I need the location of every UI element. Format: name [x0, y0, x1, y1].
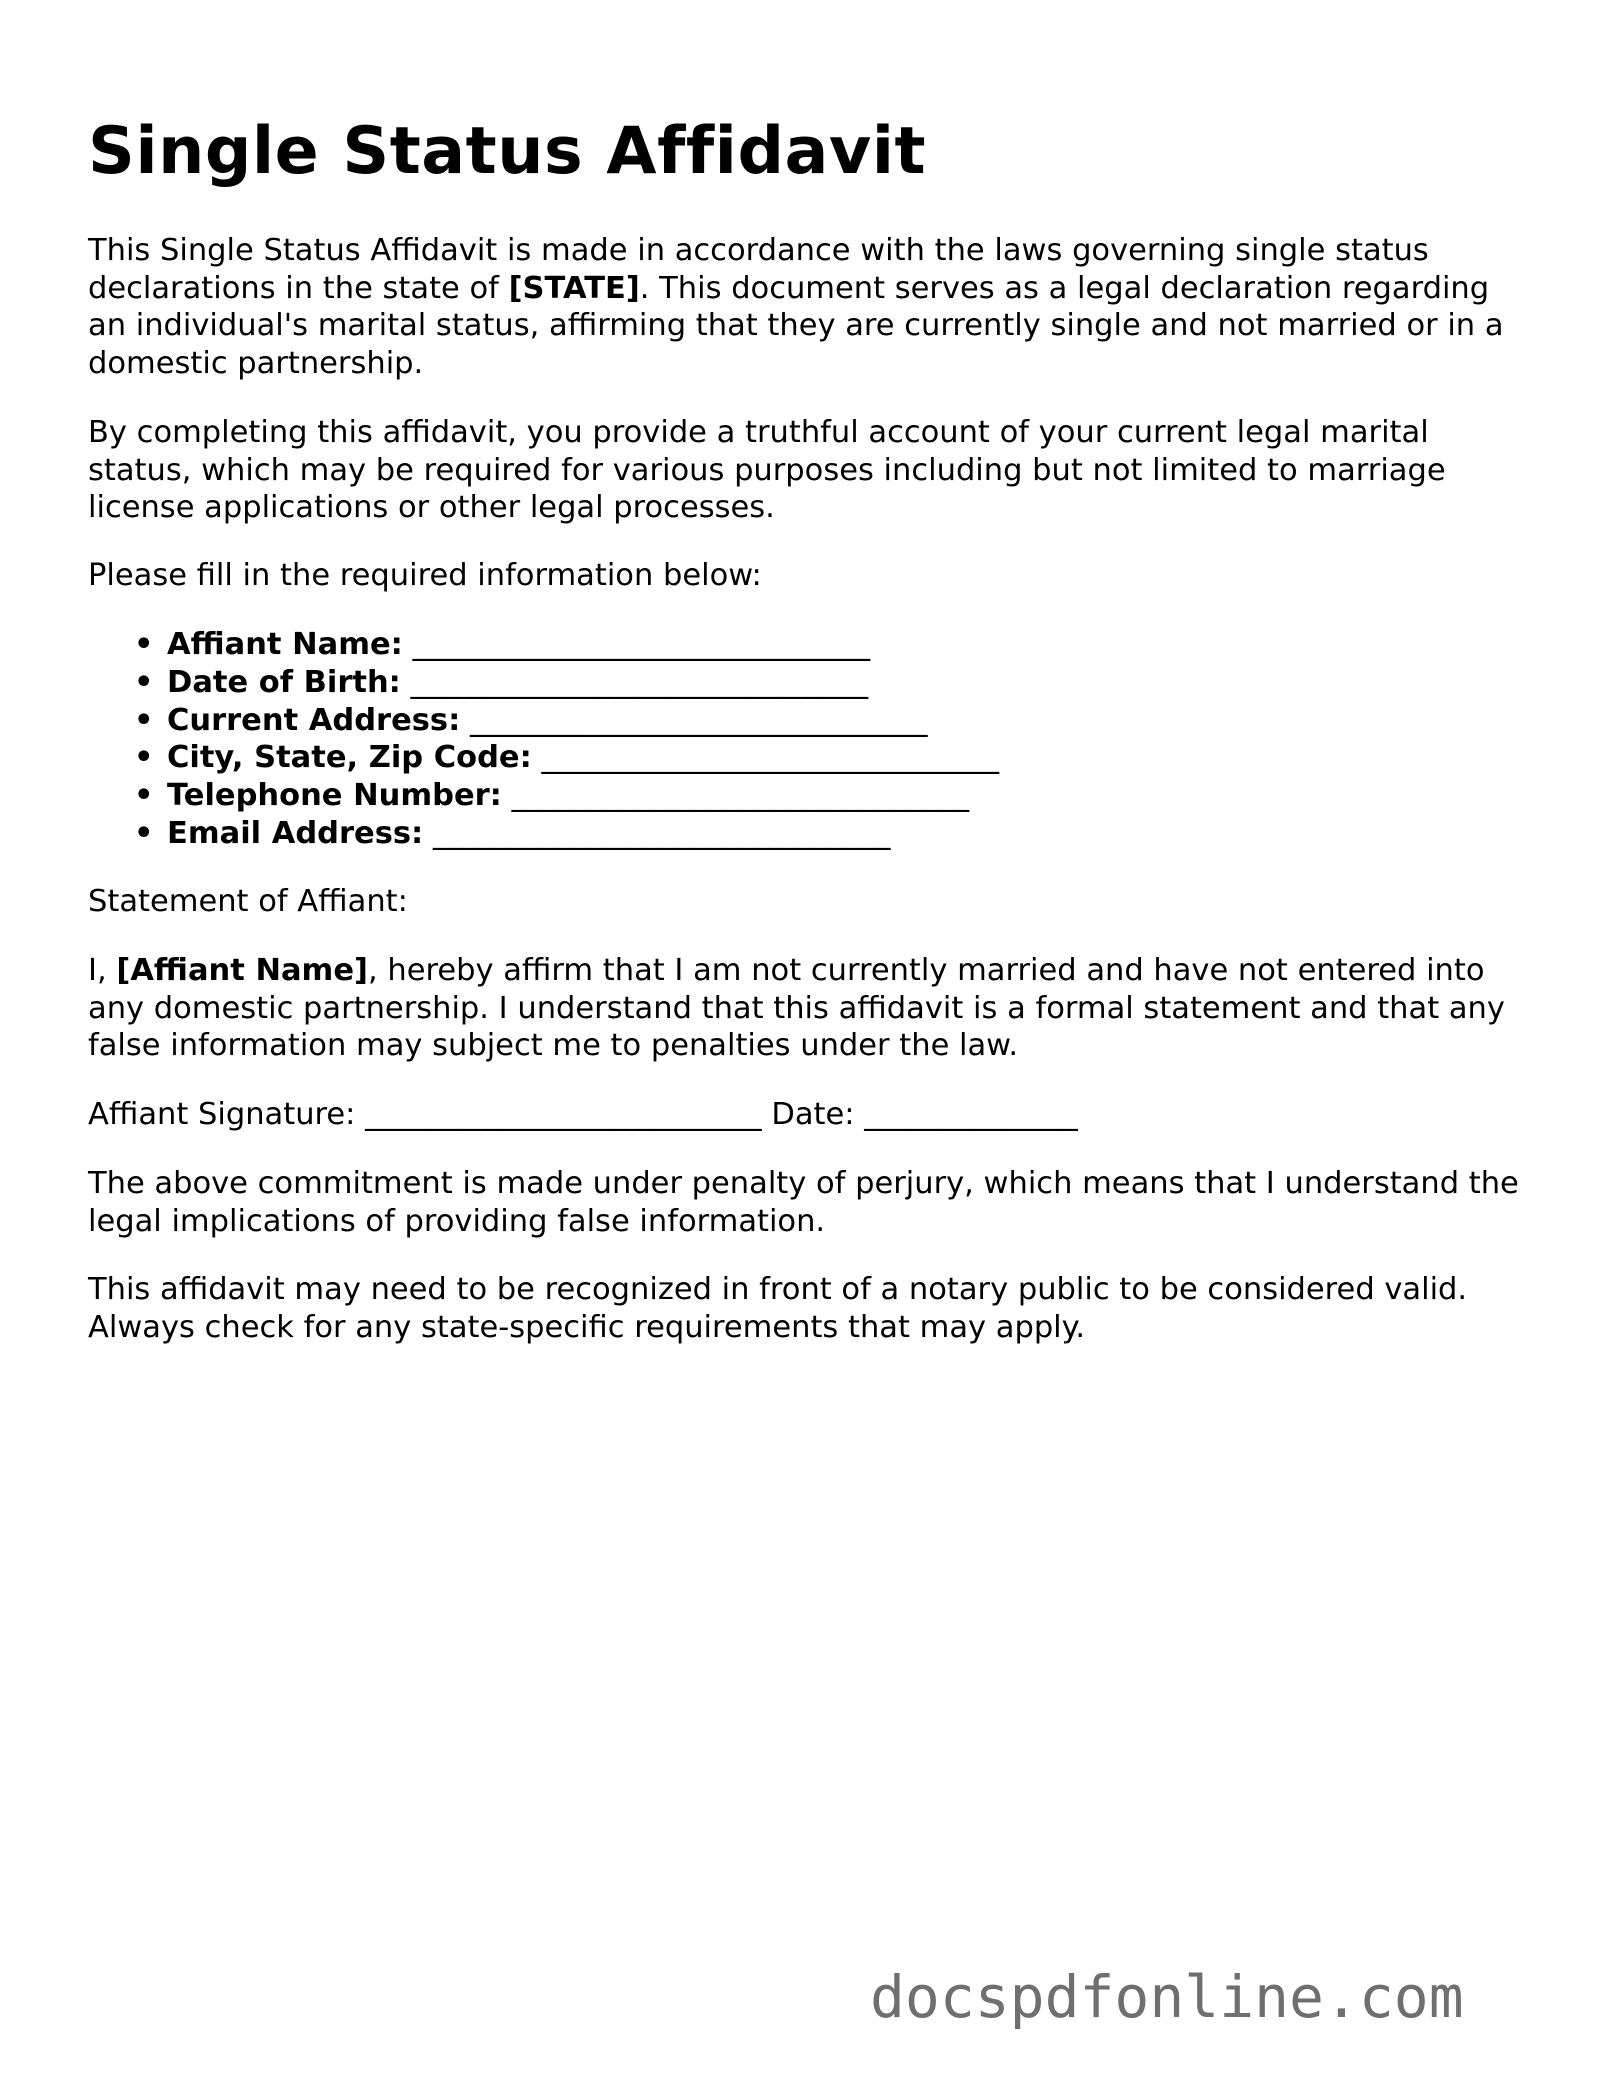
- statement-paragraph: [88, 952, 1528, 1065]
- field-current-address: [88, 702, 999, 740]
- field-affiant-name: [88, 626, 999, 664]
- field-email: [88, 815, 999, 853]
- field-blank: ______________________________: [432, 815, 891, 851]
- field-telephone: [88, 777, 999, 815]
- field-date-of-birth: [88, 664, 999, 702]
- signature-line: [88, 1096, 1528, 1134]
- signature-blank: __________________________: [365, 1097, 762, 1132]
- date-label: Date:: [771, 1097, 855, 1132]
- state-placeholder: [STATE]: [508, 270, 640, 306]
- statement-text-end: , hereby affirm that I am not currently married and have not entered into any domestic partnership. I understand that this affidavit is a formal statement and that any false information may subject me to penalties under the law.: [88, 953, 1505, 1063]
- bullet: •: [134, 778, 154, 814]
- affiant-name-placeholder: [Affiant Name]: [116, 953, 368, 988]
- field-label: Date of Birth:: [167, 664, 401, 700]
- field-blank: ______________________________: [541, 740, 1000, 776]
- bullet: •: [134, 627, 154, 662]
- purpose-paragraph: By completing this affidavit, you provide a truthful account of your current legal marital status, which may be required for various purposes including but not limited to marriage license applications or other legal processes.: [88, 415, 1446, 525]
- field-blank: ______________________________: [469, 702, 928, 738]
- intro-text-start: This Single Status Affidavit is made in accordance with the laws governing single status declarations in the state of: [88, 233, 1429, 306]
- signature-label: Affiant Signature:: [88, 1097, 356, 1132]
- field-label: City, State, Zip Code:: [167, 740, 532, 776]
- notary-paragraph: This affidavit may need to be recognized in front of a notary public to be considered valid. Always check for any state-specific requirements that may apply.: [88, 1272, 1468, 1345]
- watermark-text: docspdfonline.com: [870, 1963, 1464, 2031]
- intro-paragraph: [88, 232, 1528, 382]
- field-label: Email Address:: [167, 815, 424, 851]
- field-blank: ______________________________: [511, 778, 970, 814]
- statement-text-start: I,: [88, 953, 117, 988]
- bullet: •: [134, 664, 154, 700]
- bullet: •: [134, 815, 154, 851]
- document-title: Single Status Affidavit: [88, 114, 927, 189]
- intro-text-end: . This document serves as a legal declaration regarding an individual's marital status, affirming that they are currently single and not married or in a domestic partnership.: [88, 270, 1504, 381]
- field-label: Telephone Number:: [167, 778, 502, 814]
- field-label: Current Address:: [167, 702, 461, 738]
- perjury-paragraph: The above commitment is made under penalty of perjury, which means that I understand the legal implications of providing false information.: [88, 1166, 1519, 1239]
- bullet: •: [134, 702, 154, 738]
- fill-prompt: Please fill in the required information below:: [88, 558, 762, 593]
- field-blank: ______________________________: [410, 664, 869, 700]
- date-blank: ______________: [864, 1097, 1078, 1132]
- field-list: [88, 626, 999, 853]
- statement-heading: Statement of Affiant:: [88, 884, 408, 919]
- field-label: Affiant Name:: [167, 627, 403, 662]
- bullet: •: [134, 740, 154, 776]
- field-city-state-zip: [88, 739, 999, 777]
- field-blank: ______________________________: [412, 627, 871, 662]
